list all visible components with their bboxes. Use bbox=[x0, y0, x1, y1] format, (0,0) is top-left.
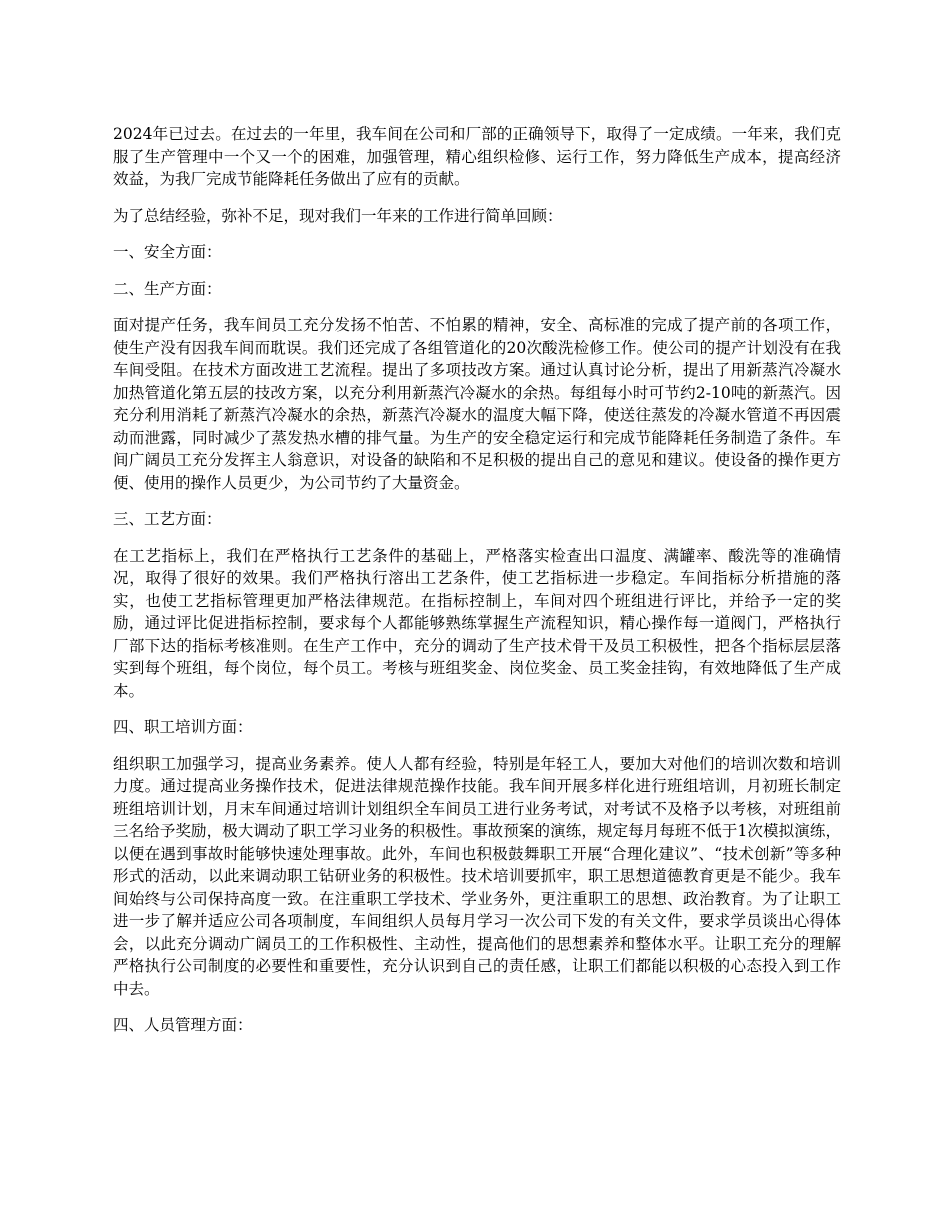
section-heading-production: 二、生产方面： bbox=[113, 279, 222, 298]
section-heading-process: 三、工艺方面： bbox=[113, 510, 222, 528]
intro-paragraph-1: 2024年已过去。在过去的一年里，我车间在公司和厂部的正确领导下，取得了一定成绩。一年来，我们克服了生产管理中一个又一个的困难，加强管理，精心组织检修、运行工作，努力降低生产成本，提高经济效益，为我厂完成节能降耗任务做出了应有的贡献。 bbox=[113, 125, 841, 188]
section-heading-training: 四、职工培训方面： bbox=[113, 718, 253, 736]
intro-paragraph-2: 为了总结经验，弥补不足，现对我们一年来的工作进行简单回顾： bbox=[113, 206, 563, 225]
training-paragraph: 组织职工加强学习，提高业务素养。使人人都有经验，特别是年轻工人，要加大对他们的培训次数和培训力度。通过提高业务操作技术，促进法律规范操作技能。我车间开展多样化进行班组培训，月初班长制定班组培训计划，月末车间通过培训计划组织全车间员工进行业务考试，对考试不及格予以考核，对班组前三名给予奖励，极大调动了职工学习业务的积极性。事故预案的演练，规定每月每班不低于1次模拟演练，以便在遇到事故时能够快速处理事故。此外，车间也积极鼓舞职工开展“合理化建议”、“技术创新”等多种形式的活动，以此来调动职工钻研业务的积极性。技术培训要抓牢，职工思想道德教育更是不能少。我车间始终与公司保持高度一致。在注重职工学技术、学业务外，更注重职工的思想、政治教育。为了让职工进一步了解并适应公司各项制度，车间组织人员每月学习一次公司下发的有关文件，要求学员谈出心得体会，以此充分调动广阔员工的工作积极性、主动性，提高他们的思想素养和整体水平。让职工充分的理解严格执行公司制度的必要性和重要性，充分认识到自己的责任感，让职工们都能以积极的心态投入到工作中去。 bbox=[113, 754, 841, 998]
section-heading-safety: 一、安全方面： bbox=[113, 243, 222, 261]
production-paragraph: 面对提产任务，我车间员工充分发扬不怕苦、不怕累的精神，安全、高标准的完成了提产前的各项工作，使生产没有因我车间而耽误。我们还完成了各组管道化的20次酸洗检修工作。使公司的提产计划没有在我车间受阻。在技术方面改进工艺流程。提出了多项技改方案。通过认真讨论分析，提出了用新蒸汽冷凝水加热管道化第五层的技改方案，以充分利用新蒸汽冷凝水的余热。每组每小时可节约2-10吨的新蒸汽。因充分利用消耗了新蒸汽冷凝水的余热，新蒸汽冷凝水的温度大幅下降，使送往蒸发的冷凝水管道不再因震动而泄露，同时减少了蒸发热水槽的排气量。为生产的安全稳定运行和完成节能降耗任务制造了条件。车间广阔员工充分发挥主人翁意识，对设备的缺陷和不足积极的提出自己的意见和建议。使设备的操作更方便、使用的操作人员更少，为公司节约了大量资金。 bbox=[113, 316, 841, 492]
document-page bbox=[113, 123, 841, 1051]
process-paragraph: 在工艺指标上，我们在严格执行工艺条件的基础上，严格落实检查出口温度、满罐率、酸洗等的准确情况，取得了很好的效果。我们严格执行溶出工艺条件，使工艺指标进一步稳定。车间指标分析措施的落实，也使工艺指标管理更加严格法律规范。在指标控制上，车间对四个班组进行评比，并给予一定的奖励，通过评比促进指标控制，要求每个人都能够熟练掌握生产流程知识，精心操作每一道阀门，严格执行厂部下达的指标考核准则。在生产工作中，充分的调动了生产技术骨干及员工积极性，把各个指标层层落实到每个班组，每个岗位，每个员工。考核与班组奖金、岗位奖金、员工奖金挂钩，有效地降低了生产成本。 bbox=[113, 546, 841, 700]
section-heading-personnel: 四、人员管理方面： bbox=[113, 1016, 253, 1034]
